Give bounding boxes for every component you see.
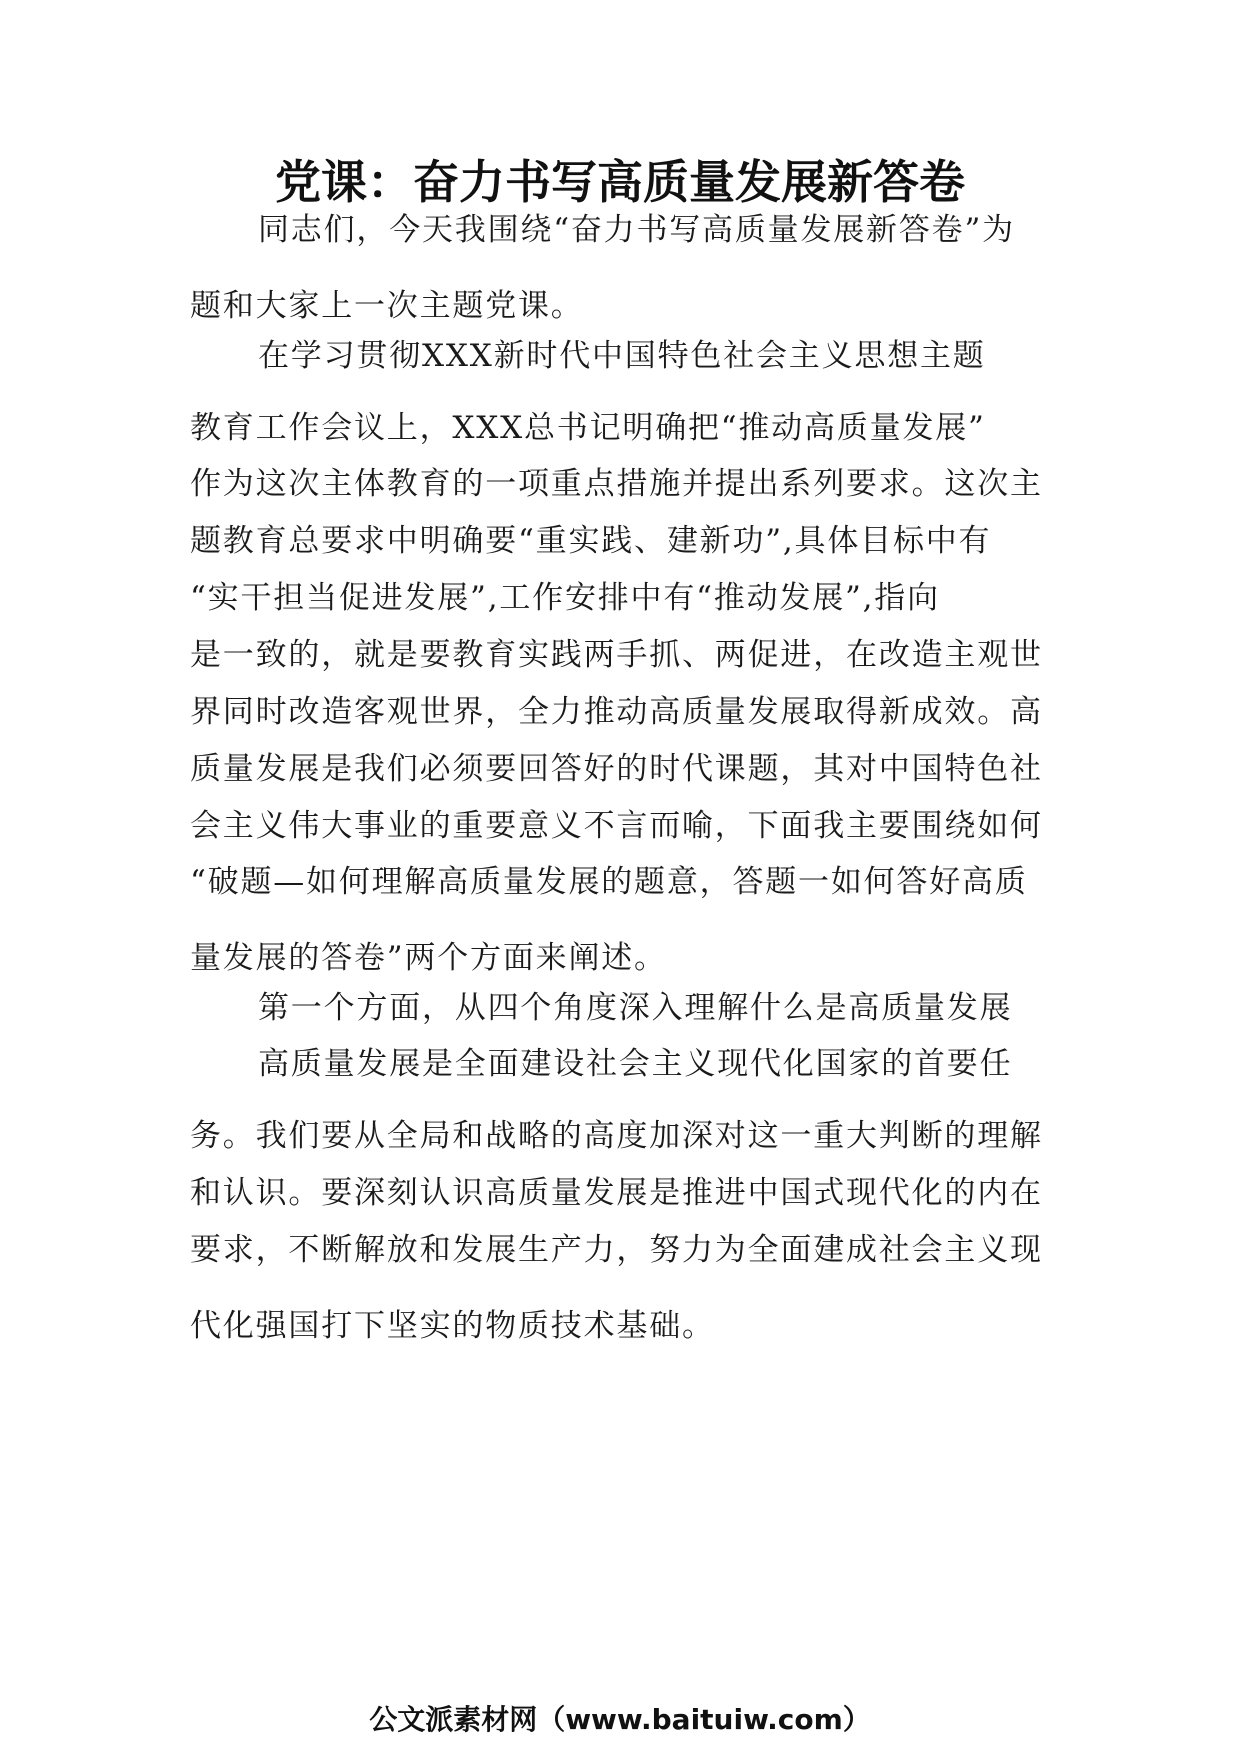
source-footer: 公文派素材网（www.baituiw.com） <box>369 1703 871 1736</box>
paragraph-line: 作为这次主体教育的一项重点措施并提出系列要求。这次主 <box>190 466 1043 502</box>
paragraph-line: 同志们，今天我围绕“奋力书写高质量发展新答卷”为 <box>258 212 1015 248</box>
paragraph-line: “实干担当促进发展”,工作安排中有“推动发展”,指向 <box>190 580 940 616</box>
paragraph-line: 题和大家上一次主题党课。 <box>190 288 584 324</box>
paragraph-line: 教育工作会议上，XXX总书记明确把“推动高质量发展” <box>190 410 986 446</box>
paragraph-line: 在学习贯彻XXX新时代中国特色社会主义思想主题 <box>258 338 986 374</box>
section-heading: 第一个方面，从四个角度深入理解什么是高质量发展 <box>258 990 1013 1026</box>
paragraph-line: 和认识。要深刻认识高质量发展是推进中国式现代化的内在 <box>190 1175 1043 1211</box>
paragraph-line: “破题—如何理解高质量发展的题意，答题一如何答好高质 <box>190 864 1028 900</box>
paragraph-line: 会主义伟大事业的重要意义不言而喻，下面我主要围绕如何 <box>190 808 1043 844</box>
paragraph-line: 要求，不断解放和发展生产力，努力为全面建成社会主义现 <box>190 1232 1043 1268</box>
paragraph-line: 务。我们要从全局和战略的高度加深对这一重大判断的理解 <box>190 1118 1043 1154</box>
paragraph-line: 题教育总要求中明确要“重实践、建新功”,具体目标中有 <box>190 523 992 559</box>
paragraph-line: 代化强国打下坚实的物质技术基础。 <box>190 1308 715 1344</box>
paragraph-line: 高质量发展是全面建设社会主义现代化国家的首要任 <box>258 1046 1013 1082</box>
paragraph-line: 界同时改造客观世界，全力推动高质量发展取得新成效。高 <box>190 694 1043 730</box>
document-title: 党课：奋力书写高质量发展新答卷 <box>275 155 965 209</box>
paragraph-line: 是一致的，就是要教育实践两手抓、两促进，在改造主观世 <box>190 637 1043 673</box>
paragraph-line: 量发展的答卷”两个方面来阐述。 <box>190 940 667 976</box>
paragraph-line: 质量发展是我们必须要回答好的时代课题，其对中国特色社 <box>190 751 1043 787</box>
